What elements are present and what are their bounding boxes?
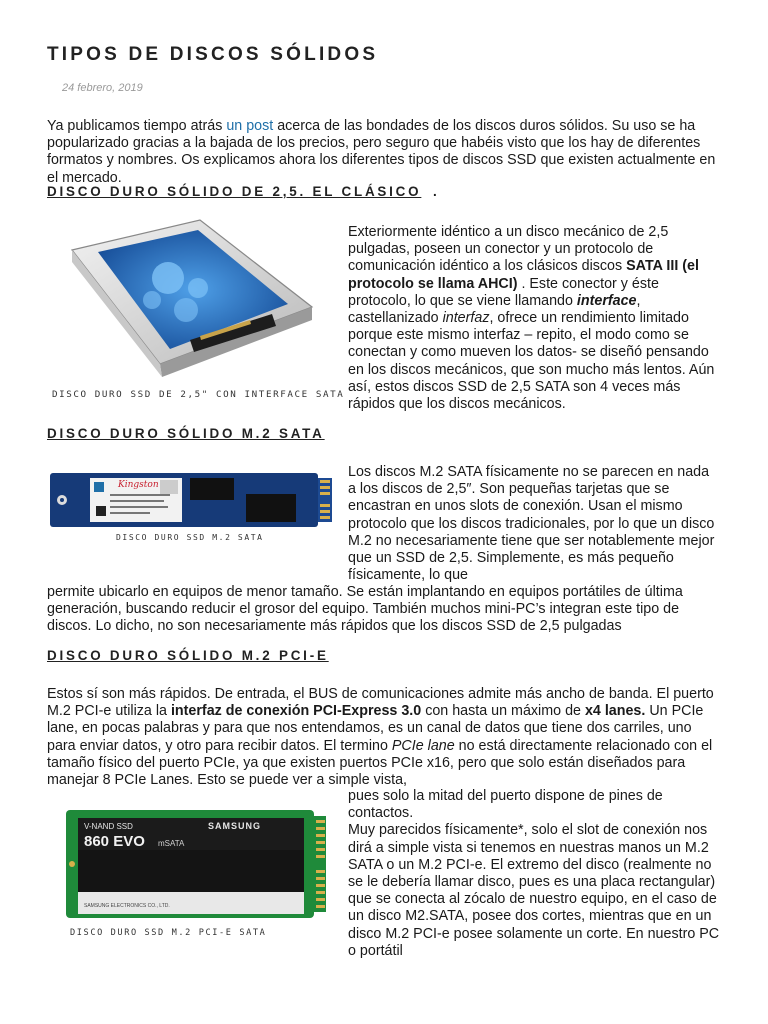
article-title: TIPOS DE DISCOS SÓLIDOS (47, 44, 379, 65)
m2-sata-description-full: permite ubicarlo en equipos de menor tamaño. Se están implantando en equipos portátiles de última generación, buscando reducir el grosor del equipo. También muchos mini-PC’s integran este tipo de discos. Lo dicho, no son necesariamente más rápidos que los discos SSD de 2,5 pulgadas (47, 584, 683, 635)
m2-sata-description-right: Los discos M.2 SATA físicamente no se parecen en nada a los discos de 2,5″. Son pequeñas tarjetas que se encastran en unos slots de conexión. Usan el mismo protocolo que los discos tradicionales, por lo que un disco M.2 no necesariamente tiene que ser notablemente mejor que un SSD de 2,5. Simplemente, es más pequeño físicamente, lo que (348, 464, 715, 584)
ssd-25-image (50, 212, 330, 384)
samsung-electronics-label: SAMSUNG ELECTRONICS CO., LTD. (84, 903, 170, 909)
section-heading-25-sata: DISCO DURO SÓLIDO DE 2,5. EL CLÁSICO (47, 184, 422, 199)
previous-post-link[interactable]: un post (226, 118, 274, 134)
intro-paragraph: Ya publicamos tiempo atrás un post acerca de las bondades de los discos duros sólidos. Su uso se ha popularizado gracias a la bajada de los precios, pero seguro que habéis visto que los hay de diferentes formatos y nombres. Os explicamos ahora los diferentes tipos de discos SSD que existen actualmente en el mercado. (47, 118, 716, 186)
vnand-label: V-NAND SSD (84, 822, 133, 831)
msata-card-icon (66, 810, 328, 920)
m2-pcie-description: Estos sí son más rápidos. De entrada, el BUS de comunicaciones admite más ancho de banda. El puerto M.2 PCI-e utiliza la interfaz de conexión PCI-Express 3.0 con hasta un máximo de x4 lanes. Un PCIe lane, en pocas palabras y para que nos entendamos, es un canal de datos que tiene dos carriles, uno para enviar datos, y otro para recibir datos. El termino PCIe lane no está directamente relacionado con el tamaño físico del puerto PCIe, ya que existen puertos PCIe x16, pero que solo están diseñados para manejar 8 PCIe Lanes. Esto se puede ver a simple vista, (47, 686, 714, 789)
section-heading-dot: . (433, 184, 437, 199)
msata-caption: DISCO DURO SSD M.2 PCI-E SATA (70, 928, 267, 938)
evo-model-label: 860 EVO (84, 833, 145, 850)
ssd-25-caption: DISCO DURO SSD DE 2,5" CON INTERFACE SATA (52, 389, 345, 400)
kingston-logo: Kingston (118, 480, 159, 490)
article-date: 24 febrero, 2019 (62, 82, 143, 94)
ssd-25-drive-icon (50, 212, 330, 384)
ssd-25-description: Exteriormente idéntico a un disco mecánico de 2,5 pulgadas, poseen un conector y un protocolo de comunicación idéntico a los clásicos discos SATA III (el protocolo se llama AHCI) . Este conector y éste protocolo, lo que se viene llamando interface, castellanizado interfaz, ofrece un rendimiento limitado porque este mismo interfaz – repito, el modo como se conectan y como mueven los datos- se diseñó pensando en los discos mecánicos, que son mucho más lentos. Aún así, estos discos SSD de 2,5 SATA son 4 veces más rápidos que los discos mecánicos. (348, 224, 715, 413)
m2-sata-image (50, 470, 335, 530)
msata-label: mSATA (158, 839, 185, 848)
section-heading-m2-sata: DISCO DURO SÓLIDO M.2 SATA (47, 426, 325, 441)
m2-sata-caption: DISCO DURO SSD M.2 SATA (116, 533, 264, 542)
m2-sata-card-icon (50, 470, 335, 530)
m2-pcie-description-right: pues solo la mitad del puerto dispone de pines de contactos. Muy parecidos físicamente*, solo el slot de conexión nos dirá a simple vista si tenemos en nuestras manos un M.2 SATA o un M.2 PCI-e. El extremo del disco (realmente no se le debería llamar disco, pues es una placa rectangular) que se conecta al zócalo de nuestro equipo, en el caso de un disco M2.SATA, posee dos cortes, mientras que en un disco M.2 PCI-e posee solamente un corte. En nuestro PC o portátil (348, 788, 720, 959)
samsung-logo: SAMSUNG (208, 821, 262, 831)
msata-image (66, 810, 328, 920)
section-heading-m2-pcie: DISCO DURO SÓLIDO M.2 PCI-E (47, 648, 329, 663)
